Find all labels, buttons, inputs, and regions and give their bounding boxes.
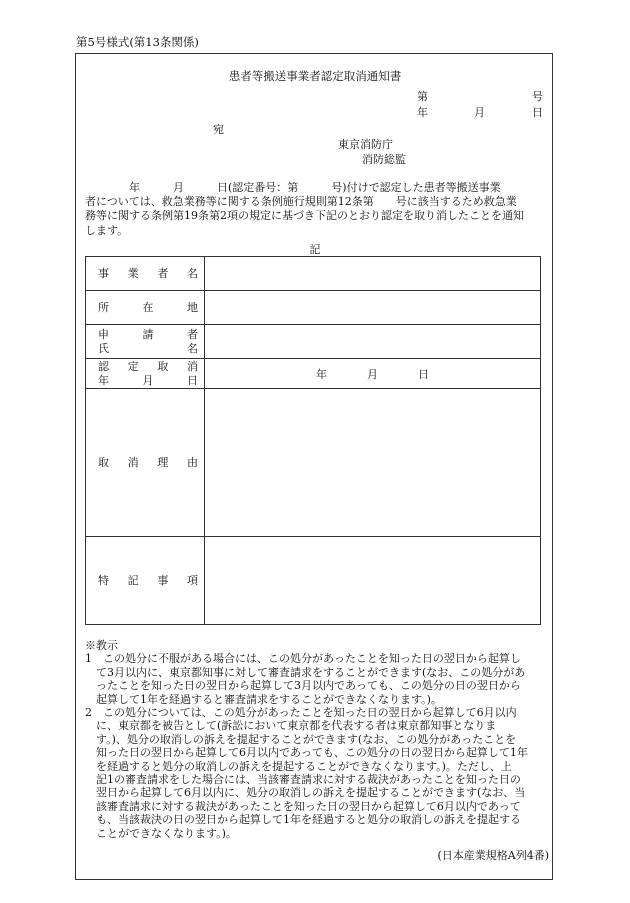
remarks-value[interactable] [205, 537, 541, 625]
date-day-label: 日 [532, 106, 543, 119]
note-line: 1 この処分に不服がある場合には、この処分があったことを知った日の翌日から起算し [85, 652, 521, 666]
label-reason: 取 消 理 由 [98, 456, 198, 469]
note-line: 該審査請求に対する裁決があったことを知った日の翌日から起算して6月以内であって [85, 799, 521, 813]
notes-heading: ※教示 [85, 639, 118, 652]
addressee-suffix: 宛 [213, 123, 224, 136]
page-title: 患者等搬送事業者認定取消通知書 [228, 69, 402, 83]
note-line: ったことを知った日の翌日から起算して3月以内であっても、この処分の日の翌日から [85, 679, 521, 693]
instruction-notes [85, 639, 550, 840]
record-table [85, 256, 541, 625]
note-line: ことができなくなります。)。 [85, 826, 237, 840]
row-address [86, 291, 541, 325]
form-code: 第5号様式(第13条関係) [76, 35, 199, 49]
date-year-label: 年 [417, 106, 428, 119]
row-applicant [86, 325, 541, 359]
note-line: 2 この処分については、この処分があったことを知った日の翌日から起算して6月以内 [85, 706, 517, 720]
body-line: 年 月 日(認定番号：第 号)付けで認定した患者等搬送事業 [85, 181, 501, 194]
note-line: 起算して1年を経過すると審査請求をすることができなくなります。)。 [85, 692, 442, 706]
label-remarks: 特 記 事 項 [98, 574, 198, 587]
applicant-name-value[interactable] [205, 325, 541, 359]
row-business-name [86, 257, 541, 291]
label-address: 所 在 地 [98, 301, 198, 314]
number-prefix: 第 [417, 90, 428, 103]
business-name-value[interactable] [205, 257, 541, 291]
revoke-day: 日 [418, 367, 429, 381]
revoke-month: 月 [367, 367, 378, 381]
issuer-org: 東京消防庁 [338, 138, 393, 151]
revoke-year: 年 [316, 367, 327, 381]
label-revoke-date: 認 定 取 消 年 月 日 [98, 359, 198, 387]
notice-body [85, 181, 547, 238]
number-suffix: 号 [532, 90, 543, 103]
note-line: を経過すると処分の取消しの訴えを提起することができなくなります。)。ただし、上 [85, 759, 512, 773]
note-line: 翌日から起算して6月以内に、処分の取消しの訴えを提起することができます(なお、当 [85, 786, 526, 800]
note-line: て3月以内に、東京都知事に対して審査請求をすることができます(なお、この処分があ [85, 665, 526, 679]
address-value[interactable] [205, 291, 541, 325]
label-business-name: 事 業 者 名 [98, 267, 198, 280]
row-remarks [86, 537, 541, 625]
body-line: 者については、救急業務等に関する条例施行規則第12条第 号に該当するため救急業 [85, 195, 517, 209]
row-reason [86, 389, 541, 537]
body-line: 務等に関する条例第19条第2項の規定に基づき下記のとおり認定を取り消したことを通知 [85, 209, 524, 223]
body-line: します。 [85, 223, 129, 237]
reason-value[interactable] [205, 389, 541, 537]
note-line: も、当該裁決の日の翌日から起算して1年を経過すると処分の取消しの訴えを提起する [85, 813, 521, 827]
note-line: 知った日の翌日から起算して6月以内であっても、この処分の日の翌日から起算して1年 [85, 746, 528, 760]
revoke-date-value[interactable] [205, 359, 541, 389]
note-line: 記1の審査請求をした場合には、当該審査請求に対する裁決があったことを知った日の [85, 773, 521, 787]
note-line: に、東京都を被告として(訴訟において東京都を代表する者は東京都知事となりま [85, 719, 497, 733]
label-applicant-name: 申 請 者 氏 名 [98, 327, 198, 355]
jis-size-note: (日本産業規格A列4番) [437, 849, 549, 862]
document-frame [75, 53, 553, 880]
ki-heading: 記 [309, 243, 321, 256]
row-revoke-date [86, 359, 541, 389]
date-month-label: 月 [474, 106, 485, 119]
note-line: す。)、処分の取消しの訴えを提起することができます(なお、この処分があったことを [85, 732, 517, 746]
issuer-title: 消防総監 [362, 153, 406, 166]
